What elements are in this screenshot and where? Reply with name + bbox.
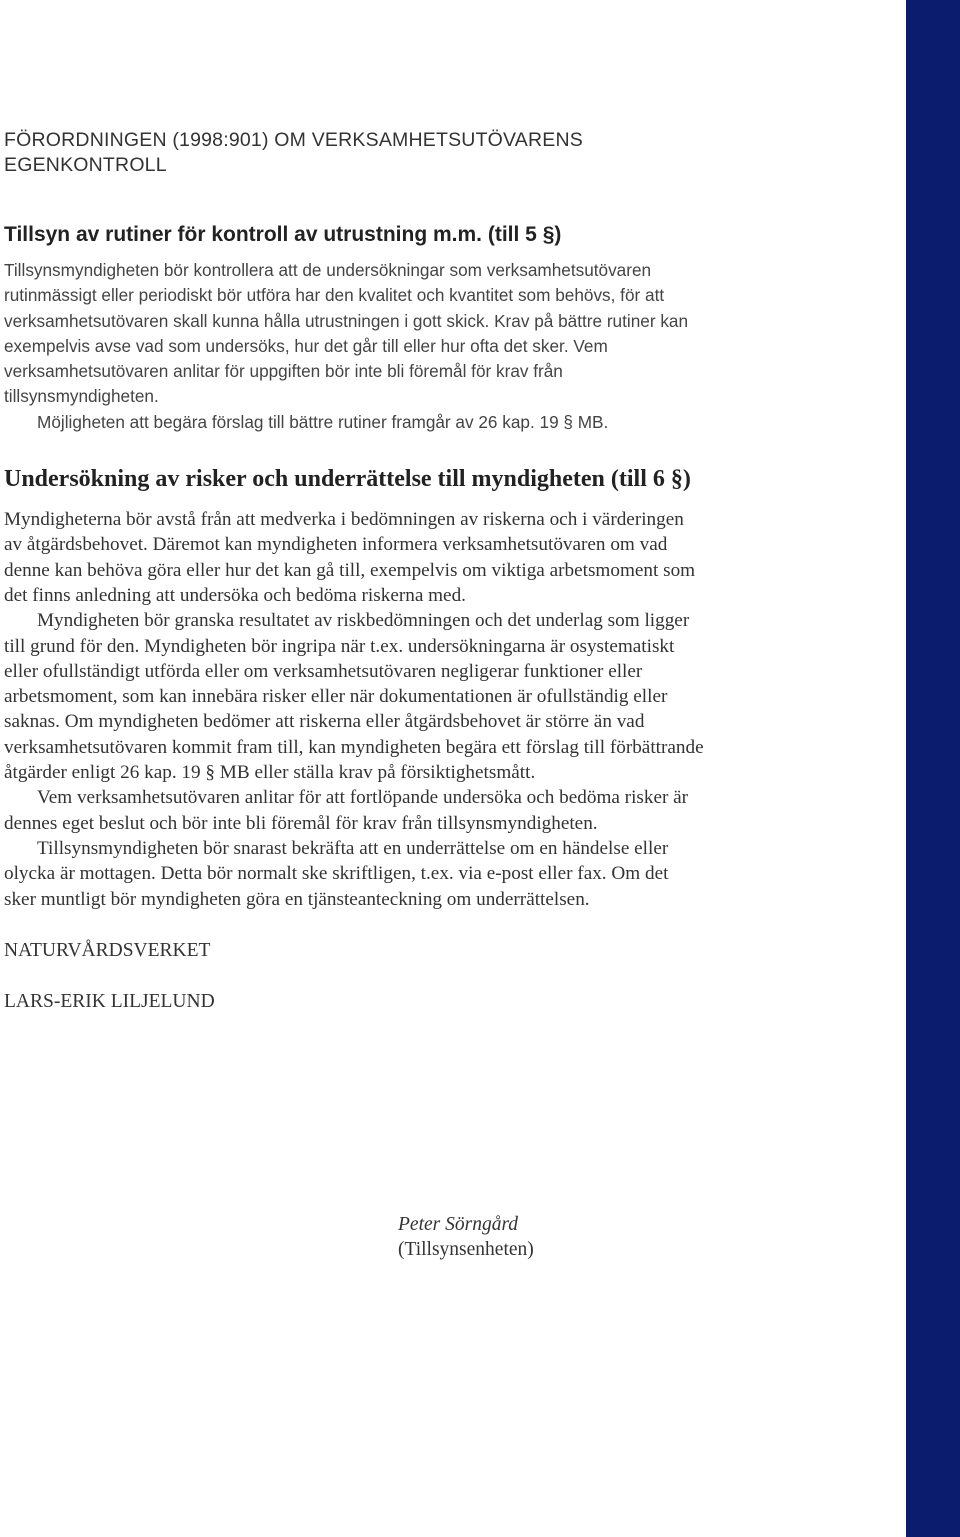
section-inspection-routines [4,222,704,435]
section-heading: Undersökning av risker och underrättelse till myndigheten (till 6 §) [4,466,691,493]
section-paragraph: Myndigheterna bör avstå från att medverka i bedömningen av riskerna och i värderingen av åtgärdsbehovet. Däremot kan myndigheten informera verksamhetsutövaren om vad denne kan behöva göra eller hur det kan gå till, exempelvis om viktiga arbetsmoment som det finns anledning att undersöka och bedöma riskerna med. [4,509,696,606]
section-paragraph: Vem verksamhetsutövaren anlitar för att fortlöpande undersöka och bedöma risker är dennes eget beslut och bör inte bli föremål för krav från tillsynsmyndigheten. [4,787,689,834]
signature-name: Peter Sörngård [398,1214,519,1235]
section-paragraph: Tillsynsmyndigheten bör snarast bekräfta att en underrättelse om en händelse eller olycka är mottagen. Detta bör normalt ske skriftligen, t.ex. via e-post eller fax. Om det sker muntligt bör myndigheten göra en tjänsteanteckning om underrättelsen. [4,837,669,910]
section-paragraph: Myndigheten bör granska resultatet av riskbedömningen och det underlag som ligger till grund för den. Myndigheten bör ingripa när t.ex. undersökningarna är osystematiskt eller ofullständigt utförda eller om verksamhetsutövaren negligerar funktioner eller arbetsmoment, som kan innebära risker eller när dokumentationen är ofullständig eller saknas. Om myndigheten bedömer att riskerna eller åtgärdsbehovet är större än vad verksamhetsutövaren kommit fram till, kan myndigheten begära ett förslag till förbättrande åtgärder enligt 26 kap. 19 § MB eller ställa krav på försiktighetsmått. [4,610,704,784]
signature-block [398,1212,534,1262]
document-title: FÖRORDNINGEN (1998:901) OM VERKSAMHETSUTÖVARENS EGENKONTROLL [4,129,583,176]
side-color-bar [906,0,960,1537]
section-risk-investigation [4,465,704,912]
document-page [4,128,704,1014]
section-paragraph: Tillsynsmyndigheten bör kontrollera att de undersökningar som verksamhetsutövaren rutinmässigt eller periodiskt bör utföra har den kvalitet och kvantitet som behövs, för att verksamhetsutövaren skall kunna hålla utrustningen i gott skick. Krav på bättre rutiner kan exempelvis avse vad som undersöks, hur det går till eller hur ofta det sker. Vem verksamhetsutövaren anlitar för uppgiften bör inte bli föremål för krav från tillsynsmyndigheten. [4,260,689,407]
section-paragraph: Möjligheten att begära förslag till bättre rutiner framgår av 26 kap. 19 § MB. [37,411,609,432]
section-heading: Tillsyn av rutiner för kontroll av utrustning m.m. (till 5 §) [4,223,562,246]
signer-name: LARS-ERIK LILJELUND [4,990,215,1012]
issuing-organization: NATURVÅRDSVERKET [4,939,211,961]
signature-unit: (Tillsynsenheten) [398,1239,534,1260]
